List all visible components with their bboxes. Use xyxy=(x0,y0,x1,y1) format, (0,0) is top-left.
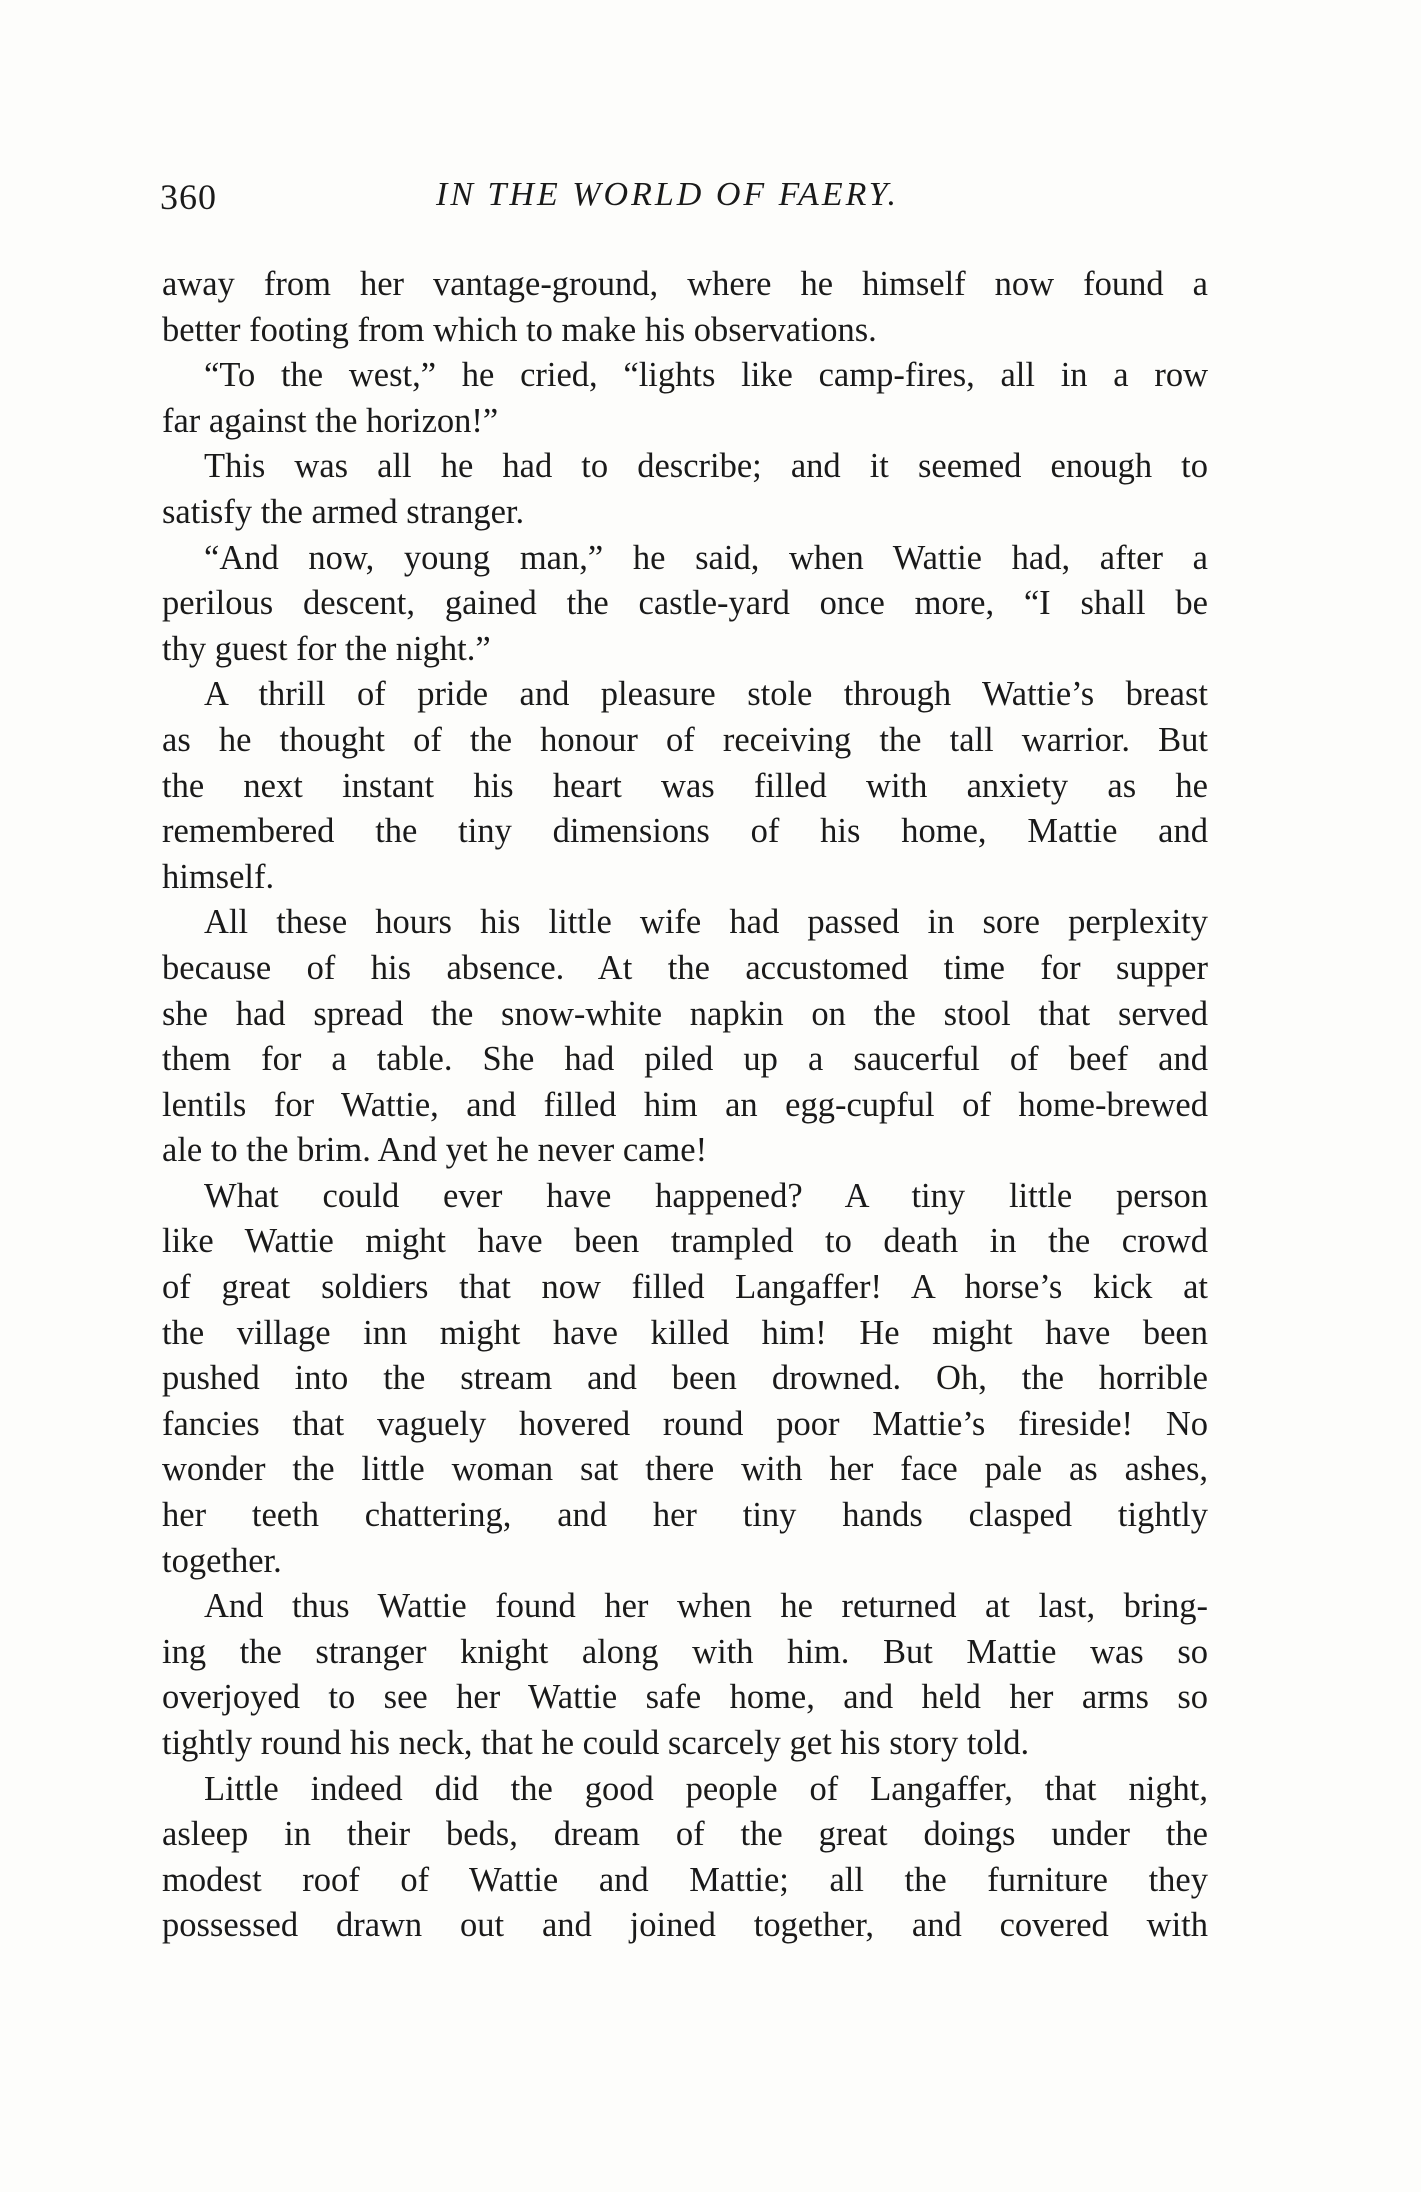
paragraph xyxy=(162,1174,1208,1584)
text-line: Little indeed did the good people of Langaffer, that night, xyxy=(204,1769,1208,1808)
paragraph xyxy=(162,262,1208,353)
text-line: thy guest for the night.” xyxy=(162,629,491,668)
text-line: her teeth chattering, and her tiny hands clasped tightly xyxy=(162,1496,1208,1535)
page-number: 360 xyxy=(160,177,217,217)
paragraph xyxy=(162,672,1208,900)
text-line: because of his absence. At the accustomed time for supper xyxy=(162,948,1208,987)
text-line: remembered the tiny dimensions of his home, Mattie and xyxy=(162,812,1208,851)
paragraph xyxy=(162,536,1208,673)
text-line: the next instant his heart was filled with anxiety as he xyxy=(162,766,1208,805)
text-line: like Wattie might have been trampled to death in the crowd xyxy=(162,1222,1208,1261)
text-line: “To the west,” he cried, “lights like camp-fires, all in a row xyxy=(204,356,1208,395)
text-line: fancies that vaguely hovered round poor Mattie’s fireside! No xyxy=(162,1404,1208,1443)
paragraph xyxy=(162,1767,1208,1949)
text-line: asleep in their beds, dream of the great doings under the xyxy=(162,1815,1208,1854)
text-line: A thrill of pride and pleasure stole through Wattie’s breast xyxy=(204,675,1208,714)
text-line: she had spread the snow-white napkin on the stool that served xyxy=(162,994,1208,1033)
text-line: wonder the little woman sat there with her face pale as ashes, xyxy=(162,1450,1208,1489)
text-line: pushed into the stream and been drowned. Oh, the horrible xyxy=(162,1359,1208,1398)
text-line: the village inn might have killed him! He might have been xyxy=(162,1313,1208,1352)
paragraph xyxy=(162,444,1208,535)
text-line: together. xyxy=(162,1541,282,1580)
text-line: away from her vantage-ground, where he himself now found a xyxy=(162,265,1208,303)
text-line: better footing from which to make his observations. xyxy=(162,310,877,349)
text-line: This was all he had to describe; and it seemed enough to xyxy=(204,447,1208,486)
text-line: himself. xyxy=(162,857,275,896)
text-line: “And now, young man,” he said, when Wattie had, after a xyxy=(204,538,1208,577)
text-line: What could ever have happened? A tiny little person xyxy=(204,1176,1208,1215)
text-line: far against the horizon!” xyxy=(162,401,499,440)
text-line: satisfy the armed stranger. xyxy=(162,492,525,531)
paragraph xyxy=(162,353,1208,444)
running-title: IN THE WORLD OF FAERY. xyxy=(436,176,900,213)
text-line: ale to the brim. And yet he never came! xyxy=(162,1131,708,1170)
text-line: possessed drawn out and joined together, and covered with xyxy=(162,1906,1208,1945)
text-line: them for a table. She had piled up a saucerful of beef and xyxy=(162,1040,1208,1079)
text-line: perilous descent, gained the castle-yard once more, “I shall be xyxy=(162,584,1208,623)
text-line: as he thought of the honour of receiving the tall warrior. But xyxy=(162,720,1208,759)
text-line: lentils for Wattie, and filled him an egg-cupful of home-brewed xyxy=(162,1085,1208,1124)
page-header xyxy=(160,176,1210,236)
text-line: ing the stranger knight along with him. But Mattie was so xyxy=(162,1632,1208,1671)
text-line: And thus Wattie found her when he returned at last, bring- xyxy=(204,1587,1208,1626)
text-line: of great soldiers that now filled Langaffer! A horse’s kick at xyxy=(162,1268,1208,1307)
paragraph xyxy=(162,1584,1208,1766)
text-line: tightly round his neck, that he could scarcely get his story told. xyxy=(162,1724,1030,1762)
text-line: overjoyed to see her Wattie safe home, and held her arms so xyxy=(162,1678,1208,1717)
paragraph xyxy=(162,900,1208,1174)
text-line: All these hours his little wife had passed in sore perplexity xyxy=(204,903,1208,942)
body-text xyxy=(162,262,1208,1949)
text-line: modest roof of Wattie and Mattie; all the furniture they xyxy=(162,1860,1208,1899)
